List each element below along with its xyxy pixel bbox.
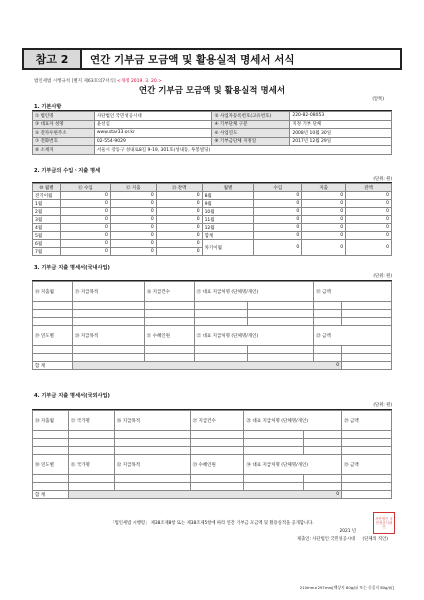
form-header-cell: ㉘ 대표 지급처명 (단체명/개인) — [244, 411, 342, 431]
document-title: 연간 기부금 모금액 및 활용실적 명세서 — [138, 86, 286, 96]
blank-cell — [33, 354, 73, 362]
blank-cell — [244, 475, 304, 483]
total-row — [33, 362, 392, 370]
form-header-cell: ⑰ 대표 지급처명 (단체명/개인) — [194, 282, 314, 302]
blank-row — [33, 318, 392, 326]
field-label: ⑦ 전화번호 — [33, 137, 95, 146]
form-header-row — [33, 455, 392, 475]
blank-cell — [304, 439, 342, 447]
reference-title: 연간 기부금 모금액 및 활용실적 명세서 서식 — [90, 53, 295, 66]
blank-cell — [190, 483, 244, 491]
month-cell: 9월 — [202, 200, 254, 208]
form-header-cell: ⑭ 지출월 — [33, 282, 73, 302]
field-value: 2017년 12월 29일 — [290, 137, 392, 146]
column-header: 월별 — [202, 184, 254, 192]
blank-cell — [194, 318, 248, 326]
amount-cell: 0 — [156, 224, 202, 232]
blank-row — [33, 447, 392, 455]
blank-cell — [33, 302, 73, 310]
amount-cell: 0 — [60, 224, 110, 232]
organization-seal-stamp: 사단법인 국민성공시대 인 — [373, 512, 395, 534]
blank-cell — [342, 439, 392, 447]
amount-cell: 0 — [110, 216, 156, 224]
blank-cell — [342, 475, 392, 483]
reference-tag: 참고 2 — [24, 50, 82, 68]
blank-cell — [33, 346, 73, 354]
form-header-cell: ㉕ 국가명 — [68, 411, 114, 431]
blank-cell — [190, 475, 244, 483]
column-header: 잔액 — [346, 184, 392, 192]
blank-cell — [244, 431, 304, 439]
blank-cell — [248, 318, 314, 326]
field-label: ⑤ 전자우편주소 — [33, 129, 95, 138]
month-cell: 2월 — [33, 208, 61, 216]
blank-cell — [114, 447, 190, 455]
blank-cell — [314, 346, 342, 354]
reference-header — [22, 48, 402, 70]
field-label: ④ 기부단체 구분 — [212, 120, 290, 129]
field-value: www.star33.or.kr — [94, 129, 212, 138]
amount-cell: 0 — [110, 224, 156, 232]
amount-cell: 0 — [110, 192, 156, 200]
blank-cell — [72, 318, 144, 326]
amount-cell: 0 — [156, 248, 202, 256]
form-header-cell: ㉑ 수혜인원 — [144, 326, 194, 346]
month-cell: 합계 — [202, 232, 254, 240]
field-label: ⑥ 사업연도 — [212, 129, 290, 138]
field-label: ③ 대표자 성명 — [33, 120, 95, 129]
blank-cell — [304, 483, 342, 491]
blank-cell — [144, 346, 194, 354]
blank-cell — [304, 431, 342, 439]
monthly-row — [33, 232, 392, 240]
section4-unit: (단위: 원) — [373, 403, 392, 408]
blank-row — [33, 302, 392, 310]
blank-cell — [33, 310, 73, 318]
blank-cell — [190, 431, 244, 439]
total-label: 합 계 — [33, 362, 73, 370]
field-value: 220-82-08053 — [290, 112, 392, 121]
form-header-row — [33, 326, 392, 346]
blank-cell — [304, 475, 342, 483]
month-cell: 8월 — [202, 192, 254, 200]
form-header-cell: ⑳ 지급목적 — [72, 326, 144, 346]
form-header-cell: ㉔ 지출월 — [33, 411, 69, 431]
month-cell: 전기이월 — [33, 192, 61, 200]
blank-row — [33, 431, 392, 439]
domestic-expense-table — [32, 281, 392, 370]
blank-row — [33, 439, 392, 447]
column-header: ⑩ 월별 — [33, 184, 61, 192]
form-header-cell: ⑲ 연도별 — [33, 326, 73, 346]
submitter-name: 제출인: 사단법인 국민성공시대 — [297, 537, 356, 542]
amount-cell: 0 — [156, 232, 202, 240]
monthly-row — [33, 216, 392, 224]
blank-row — [33, 475, 392, 483]
blank-row — [33, 310, 392, 318]
law-amendment: <개정 2019. 3. 20.> — [117, 79, 162, 84]
amount-cell: 0 — [346, 192, 392, 200]
column-header: ⑫ 지출 — [110, 184, 156, 192]
blank-cell — [114, 475, 190, 483]
section3-unit: (단위: 원) — [373, 274, 392, 279]
footer-year: 2021 년 — [339, 529, 356, 534]
amount-cell: 0 — [302, 208, 346, 216]
law-reference-text: 법인세법 시행규칙 [별지 제63호의7서식] — [34, 79, 116, 84]
blank-cell — [244, 439, 304, 447]
amount-cell: 0 — [60, 208, 110, 216]
amount-cell: 0 — [156, 200, 202, 208]
amount-cell: 0 — [302, 224, 346, 232]
blank-cell — [342, 354, 392, 362]
form-header-cell: ㉓ 금액 — [314, 326, 392, 346]
blank-cell — [144, 318, 194, 326]
blank-cell — [248, 354, 314, 362]
total-row — [33, 491, 392, 499]
blank-cell — [194, 346, 248, 354]
blank-cell — [68, 475, 114, 483]
blank-cell — [342, 318, 392, 326]
address-value: 서울시 강동구 성내로8길 9-19, 301호(성내동, 투봉빌딩) — [94, 146, 391, 155]
blank-cell — [244, 447, 304, 455]
blank-cell — [144, 354, 194, 362]
amount-cell: 0 — [254, 216, 302, 224]
blank-cell — [114, 483, 190, 491]
carry-amount: 0 — [302, 240, 346, 256]
form-header-cell: ⑮ 지급목적 — [72, 282, 144, 302]
address-row — [33, 146, 392, 155]
form-header-cell: ㉟ 금액 — [342, 455, 392, 475]
amount-cell: 0 — [346, 216, 392, 224]
form-header-cell: ㉚ 연도별 — [33, 455, 69, 475]
total-amount: 0 — [72, 362, 341, 370]
income-expense-header — [33, 184, 392, 192]
blank-cell — [33, 318, 73, 326]
section2-title: 2. 기부금의 수입ㆍ지출 명세 — [34, 168, 101, 174]
blank-cell — [342, 483, 392, 491]
amount-cell: 0 — [60, 192, 110, 200]
monthly-row — [33, 224, 392, 232]
month-cell: 7월 — [33, 248, 61, 256]
amount-cell: 0 — [110, 232, 156, 240]
front-page-note: (앞쪽) — [372, 97, 384, 102]
month-cell: 12월 — [202, 224, 254, 232]
month-cell: 5월 — [33, 232, 61, 240]
section1-title: 1. 기본사항 — [34, 104, 62, 110]
blank-cell — [72, 354, 144, 362]
amount-cell: 0 — [110, 200, 156, 208]
amount-cell: 0 — [254, 200, 302, 208]
form-header-cell: ㉞ 대표 지급처명 (단체명/개인) — [244, 455, 342, 475]
amount-cell: 0 — [346, 232, 392, 240]
form-header-cell: ㉜ 지급목적 — [114, 455, 190, 475]
blank-cell — [33, 483, 69, 491]
month-cell: 1월 — [33, 200, 61, 208]
blank-cell — [314, 318, 342, 326]
amount-cell: 0 — [60, 200, 110, 208]
seal-note: (단체의 직인) — [362, 537, 388, 542]
amount-cell: 0 — [110, 248, 156, 256]
blank-cell — [342, 431, 392, 439]
field-value: 윤선심 — [94, 120, 212, 129]
amount-cell: 0 — [156, 208, 202, 216]
amount-cell: 0 — [302, 200, 346, 208]
basic-info-table — [32, 111, 392, 155]
blank-cell — [114, 439, 190, 447]
blank-cell — [342, 447, 392, 455]
section3-title: 3. 기부금 지출 명세서(국내사업) — [34, 265, 110, 271]
blank-cell — [314, 302, 342, 310]
carry-amount: 0 — [346, 240, 392, 256]
disclosure-statement: 「법인세법 시행령」 제38조제8항 또는 제38조제5항에 따라 연간 기부금 모금액 및 활용실적을 공개합니다. — [110, 521, 314, 526]
amount-cell: 0 — [156, 240, 202, 248]
amount-cell: 0 — [302, 192, 346, 200]
blank-cell — [114, 431, 190, 439]
blank-cell — [342, 346, 392, 354]
amount-cell: 0 — [254, 208, 302, 216]
amount-cell: 0 — [346, 200, 392, 208]
blank-cell — [342, 302, 392, 310]
form-header-cell: ⑯ 지급건수 — [144, 282, 194, 302]
amount-cell: 0 — [346, 224, 392, 232]
blank-cell — [248, 310, 314, 318]
amount-cell: 0 — [110, 240, 156, 248]
amount-cell: 0 — [302, 232, 346, 240]
blank-cell — [68, 431, 114, 439]
paper-spec-note: 210mm×297mm[백상지 80g/㎡ 또는 중질지 80g/㎡] — [299, 585, 394, 590]
blank-cell — [68, 483, 114, 491]
field-label: ① 법인명 — [33, 112, 95, 121]
section2-unit: (단위: 원) — [373, 177, 392, 182]
address-label: ⑨ 소재지 — [33, 146, 95, 155]
form-header-cell: ㉛ 국가명 — [68, 455, 114, 475]
column-header: 지출 — [302, 184, 346, 192]
total-amount: 0 — [68, 491, 341, 499]
column-header: ⑬ 잔액 — [156, 184, 202, 192]
amount-cell: 0 — [156, 216, 202, 224]
form-header-row — [33, 282, 392, 302]
amount-cell: 0 — [60, 216, 110, 224]
blank-row — [33, 346, 392, 354]
blank-cell — [194, 354, 248, 362]
basic-info-row — [33, 129, 392, 138]
basic-info-row — [33, 120, 392, 129]
month-cell: 11월 — [202, 216, 254, 224]
form-header-cell: ㉖ 지급목적 — [114, 411, 190, 431]
blank-cell — [72, 346, 144, 354]
amount-cell: 0 — [60, 240, 110, 248]
blank-cell — [314, 310, 342, 318]
blank-cell — [68, 447, 114, 455]
field-label: ② 사업자등록번호(고유번호) — [212, 112, 290, 121]
basic-info-row — [33, 112, 392, 121]
monthly-row — [33, 192, 392, 200]
field-value: 2008년 10월 30일 — [290, 129, 392, 138]
blank-cell — [72, 302, 144, 310]
form-header-cell: ⑱ 금액 — [314, 282, 392, 302]
amount-cell: 0 — [60, 232, 110, 240]
blank-cell — [342, 491, 392, 499]
blank-cell — [244, 483, 304, 491]
month-cell: 6월 — [33, 240, 61, 248]
blank-cell — [33, 447, 69, 455]
blank-cell — [33, 475, 69, 483]
overseas-expense-table — [32, 410, 392, 499]
blank-cell — [144, 302, 194, 310]
blank-cell — [248, 346, 314, 354]
month-cell: 3월 — [33, 216, 61, 224]
form-header-cell: ㉙ 금액 — [342, 411, 392, 431]
form-header-cell: ㉝ 수혜인원 — [190, 455, 244, 475]
carry-label: 차기이월 — [202, 240, 254, 256]
amount-cell: 0 — [254, 224, 302, 232]
monthly-row — [33, 240, 392, 248]
amount-cell: 0 — [110, 208, 156, 216]
section4-title: 4. 기부금 지출 명세서(국외사업) — [34, 393, 110, 399]
blank-row — [33, 354, 392, 362]
blank-cell — [72, 310, 144, 318]
blank-cell — [342, 362, 392, 370]
monthly-row — [33, 208, 392, 216]
form-header-cell: ㉗ 지급건수 — [190, 411, 244, 431]
column-header: ⑪ 수입 — [60, 184, 110, 192]
amount-cell: 0 — [302, 216, 346, 224]
amount-cell: 0 — [156, 192, 202, 200]
blank-cell — [190, 447, 244, 455]
field-label: ⑧ 기부금단체 지정일 — [212, 137, 290, 146]
month-cell: 10월 — [202, 208, 254, 216]
form-header-row — [33, 411, 392, 431]
blank-cell — [314, 354, 342, 362]
month-cell: 4월 — [33, 224, 61, 232]
basic-info-row — [33, 137, 392, 146]
income-expense-table — [32, 183, 392, 256]
amount-cell: 0 — [254, 232, 302, 240]
blank-row — [33, 483, 392, 491]
field-value: 02-554-9029 — [94, 137, 212, 146]
amount-cell: 0 — [254, 192, 302, 200]
amount-cell: 0 — [60, 248, 110, 256]
blank-cell — [304, 447, 342, 455]
submitter-line — [32, 536, 392, 542]
field-value: 지정 기부 단체 — [290, 120, 392, 129]
blank-cell — [190, 439, 244, 447]
blank-cell — [33, 431, 69, 439]
blank-cell — [194, 310, 248, 318]
form-header-cell: ㉒ 대표 지급처명 (단체명/개인) — [194, 326, 314, 346]
column-header: 수입 — [254, 184, 302, 192]
total-label: 합 계 — [33, 491, 69, 499]
blank-cell — [194, 302, 248, 310]
amount-cell: 0 — [346, 208, 392, 216]
blank-cell — [144, 310, 194, 318]
blank-cell — [68, 439, 114, 447]
monthly-row — [33, 200, 392, 208]
blank-cell — [248, 302, 314, 310]
blank-cell — [342, 310, 392, 318]
blank-cell — [33, 439, 69, 447]
field-value: 사단법인 국민성공시대 — [94, 112, 212, 121]
carry-amount: 0 — [254, 240, 302, 256]
